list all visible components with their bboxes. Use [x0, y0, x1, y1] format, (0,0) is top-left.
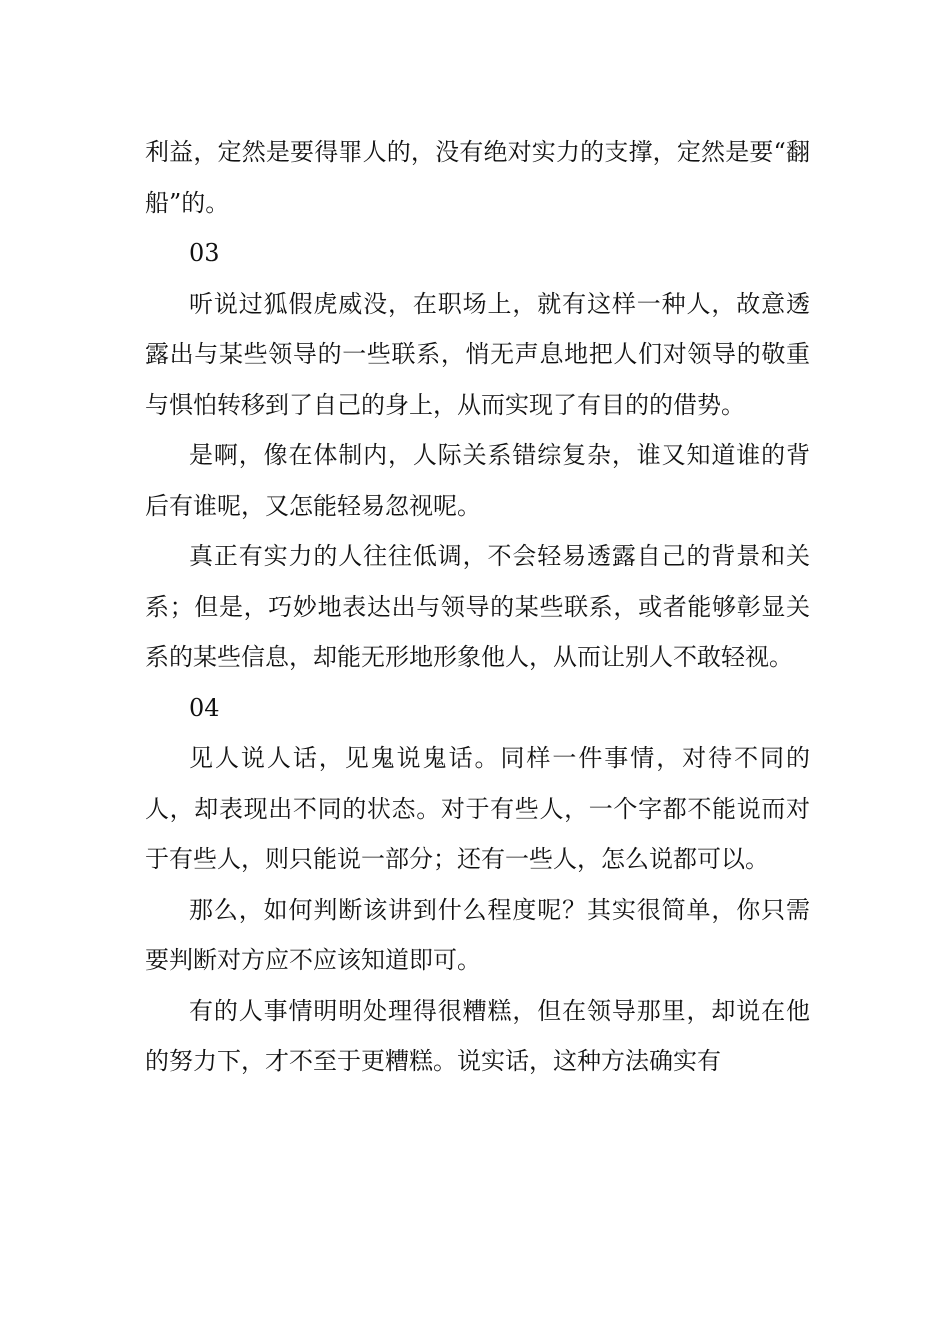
paragraph-continuation: 利益，定然是要得罪人的，没有绝对实力的支撑，定然是要“翻船”的。 [145, 138, 810, 217]
paragraph-complex-relations: 是啊，像在体制内，人际关系错综复杂，谁又知道谁的背后有谁呢，又怎能轻易忽视呢。 [145, 441, 810, 520]
section-number-04: 04 [189, 693, 220, 722]
paragraph-low-profile: 真正有实力的人往往低调，不会轻易透露自己的背景和关系；但是，巧妙地表达出与领导的某些联系，或者能够彰显关系的某些信息，却能无形地形象他人，从而让别人不敢轻视。 [145, 542, 810, 671]
paragraph-speak-to-audience: 见人说人话，见鬼说鬼话。同样一件事情，对待不同的人，却表现出不同的状态。对于有些人，一个字都不能说而对于有些人，则只能说一部分；还有一些人，怎么说都可以。 [145, 744, 810, 873]
section-number-03: 03 [189, 239, 220, 267]
paragraph-how-much-to-say: 那么，如何判断该讲到什么程度呢？其实很简单，你只需要判断对方应不应该知道即可。 [145, 895, 810, 974]
paragraph-report-spin: 有的人事情明明处理得很糟糕，但在领导那里，却说在他的努力下，才不至于更糟糕。说实话，这种方法确实有 [145, 996, 810, 1075]
paragraph-borrowed-power: 听说过狐假虎威没，在职场上，就有这样一种人，故意透露出与某些领导的一些联系，悄无声息地把人们对领导的敬重与惧怕转移到了自己的身上，从而实现了有目的的借势。 [145, 289, 810, 419]
document-page [145, 127, 810, 1087]
